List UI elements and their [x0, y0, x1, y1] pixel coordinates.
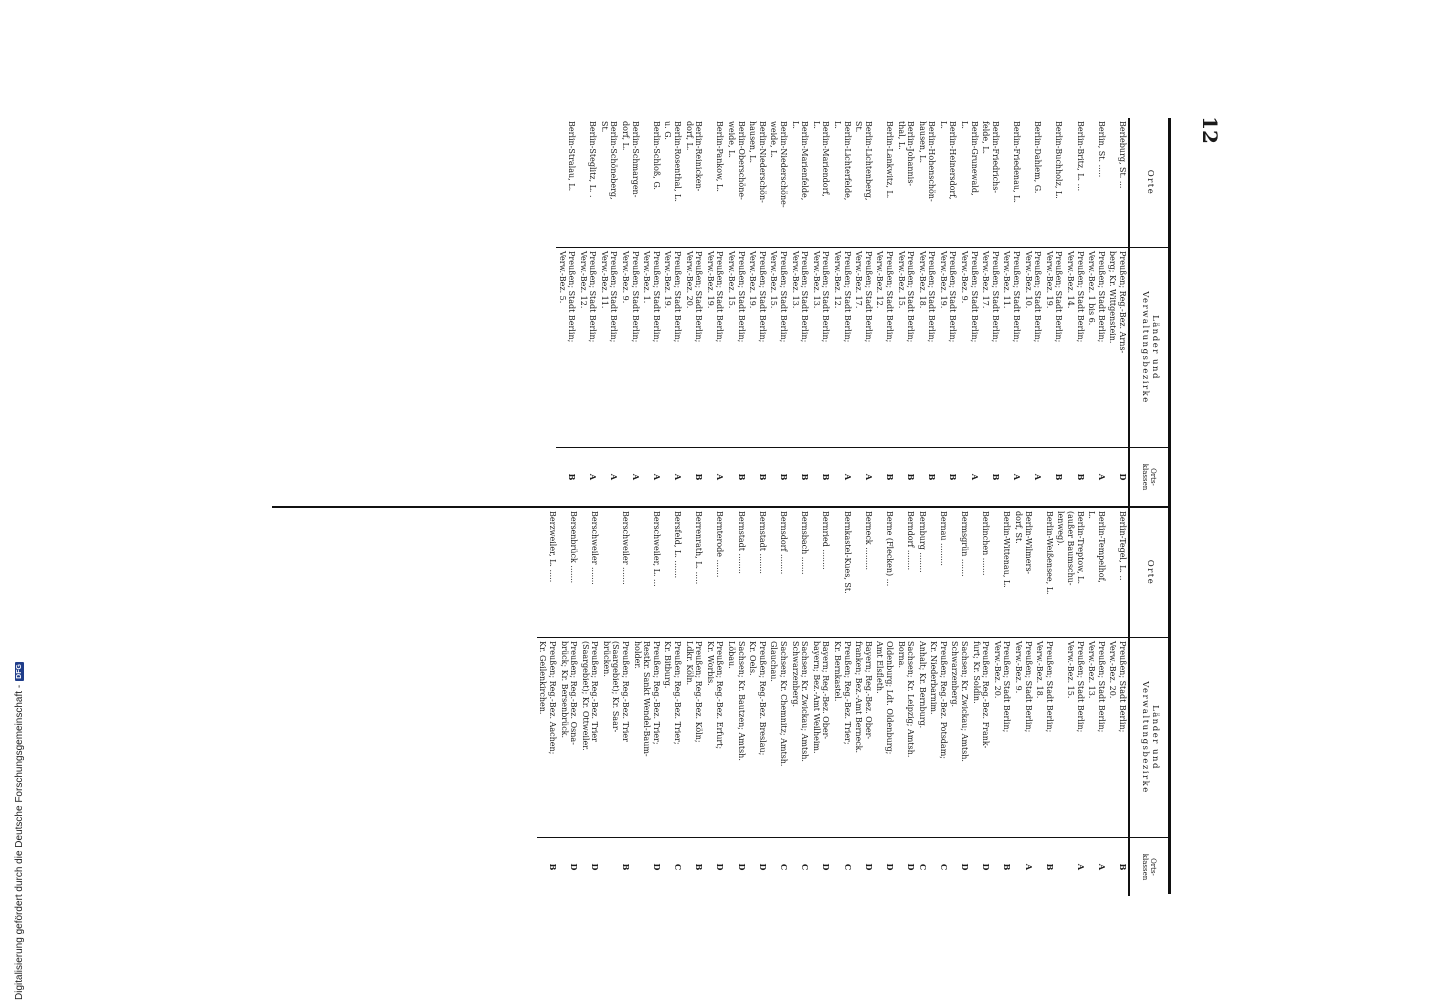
table-row: [789, 508, 810, 896]
table-row: [768, 508, 789, 896]
place-name: Berlin-Tempelhof, L.: [1086, 508, 1107, 638]
admin-district: Preußen; Stadt Berlin; Verw.-Bez. 20.: [683, 248, 704, 448]
locality-class: B: [800, 473, 811, 481]
table-row: [831, 508, 852, 896]
locality-class: C: [938, 863, 949, 871]
table-row: [1001, 118, 1022, 506]
locality-class: D: [906, 863, 917, 871]
locality-class: A: [651, 473, 662, 481]
place-name: Berlin-Oberschöne- weide, L.: [725, 118, 746, 248]
table-row: [725, 508, 746, 896]
place-name: Berlin-Lankwitz, L.: [874, 118, 895, 248]
locality-class: B: [621, 863, 632, 871]
locality-class: D: [1118, 473, 1128, 481]
place-name: Berlin-Britz, L. ...: [1064, 118, 1085, 248]
right-rows: [272, 508, 1128, 896]
table-row: [598, 118, 619, 506]
place-name: Bernstadt ........: [725, 508, 746, 638]
admin-district: Preußen; Stadt Berlin; Verw.-Bez. 19.: [937, 248, 958, 448]
locality-class: A: [609, 473, 620, 481]
admin-district: Sachsen; Kr. Zwickau; Amtsh. Schwarzenberg.: [949, 638, 970, 838]
locality-class: B: [1118, 863, 1128, 871]
locality-class: A: [1096, 473, 1107, 481]
locality-class: B: [1054, 473, 1065, 481]
place-name: Berlin-Reinicken- dorf, L.: [683, 118, 704, 248]
place-name: Berndorf ........: [895, 508, 916, 638]
locality-class: B: [927, 473, 938, 481]
locality-class: A: [1023, 863, 1034, 871]
table-row: [704, 508, 725, 896]
table-row: [980, 118, 1001, 506]
table-row: [937, 118, 958, 506]
admin-district: Preußen; Stadt Berlin; Verw.-Bez. 19.: [747, 248, 768, 448]
locality-class: B: [567, 473, 578, 481]
table-row: [600, 508, 631, 896]
table-row: [853, 508, 874, 896]
table-row: [662, 118, 683, 506]
table-row: [1107, 508, 1128, 896]
locality-class: D: [981, 863, 992, 871]
admin-district: Preußen; Stadt Berlin; Verw.-Bez. 20.: [1107, 638, 1128, 838]
locality-class: B: [779, 473, 789, 481]
left-rows: [272, 118, 1128, 506]
locality-class: D: [863, 863, 874, 871]
header-orte: Orte: [1130, 508, 1168, 638]
admin-district: Preußen; Stadt Berlin; Verw.-Bez. 18.: [916, 248, 937, 448]
locality-class: B: [694, 863, 705, 871]
table-row: [1012, 508, 1033, 896]
admin-district: Preußen; Stadt Berlin; Verw.-Bez. 15.: [895, 248, 916, 448]
admin-district: Sachsen; Kr. Leipzig; Amtsh. Borna.: [895, 638, 916, 838]
admin-district: Preußen; Reg.-Bez. Trier; Restkr. Sankt Wendel-Baum- holder.: [631, 638, 662, 838]
table-row: [810, 118, 831, 506]
locality-class: D: [651, 863, 662, 871]
table-row: [1055, 508, 1086, 896]
table-row: [558, 508, 579, 896]
locality-class: C: [673, 863, 684, 871]
table-row: [916, 118, 937, 506]
locality-class: B: [906, 473, 917, 481]
table-row: [620, 118, 641, 506]
admin-district: Sachsen; Kr. Bautzen; Amtsh. Löbau.: [725, 638, 746, 838]
admin-district: Preußen; Stadt Berlin; Verw.-Bez. 9.: [959, 248, 980, 448]
admin-district: Preußen; Stadt Berlin; Verw.-Bez. 15.: [1055, 638, 1086, 838]
place-name: Bernkastel-Kues, St.: [831, 508, 852, 638]
header-laender: Länder und Verwaltungsbezirke: [1130, 638, 1168, 838]
admin-district: Preußen; Stadt Berlin; Verw.-Bez. 14.: [1064, 248, 1085, 448]
locality-class: B: [1075, 473, 1086, 481]
place-name: Berlin-Dahlem, G.: [1022, 118, 1043, 248]
table-header: [1128, 118, 1168, 506]
place-name: Berlin-Weißensee, L.: [1034, 508, 1055, 638]
admin-district: Preußen; Stadt Berlin; Verw.-Bez. 19.: [1043, 248, 1064, 448]
place-name: Berschweiler .......: [579, 508, 600, 638]
table-row: [895, 508, 916, 896]
admin-district: Preußen; Reg.-Bez. Arns- berg; Kr. Wittgenstein.: [1107, 248, 1128, 448]
header-klassen: Orts- klassen: [1141, 853, 1158, 881]
table-row: [631, 508, 662, 896]
table-row: [970, 508, 991, 896]
admin-district: Preußen; Stadt Berlin; Verw.-Bez. 1 bis 6.: [1086, 248, 1107, 448]
admin-district: Preußen; Stadt Berlin; Verw.-Bez. 17.: [980, 248, 1001, 448]
table-row: [959, 118, 980, 506]
table-row: [577, 118, 598, 506]
table-row: [1064, 118, 1085, 506]
place-name: Berlin-Wilmers- dorf, St.: [1012, 508, 1033, 638]
locality-class: D: [884, 863, 895, 871]
locality-class: D: [715, 863, 726, 871]
locality-class: D: [590, 863, 601, 871]
place-name: Berlin-Treptow, L. (außer Baumschu- lenweg).: [1055, 508, 1086, 638]
locality-class: A: [969, 473, 980, 481]
locality-class: A: [842, 473, 853, 481]
locality-class: A: [1096, 863, 1107, 871]
locality-class: D: [736, 863, 747, 871]
place-name: Bernsdorf ........: [768, 508, 789, 638]
table-row: [537, 508, 558, 896]
place-name: Berlinchen .......: [970, 508, 991, 638]
table-row: [1107, 118, 1128, 506]
place-name: Bernterode .......: [704, 508, 725, 638]
admin-district: Preußen; Reg.-Bez. Trier; Kr. Bernkastel.: [831, 638, 852, 838]
locality-class: C: [800, 863, 811, 871]
table-row: [683, 118, 704, 506]
admin-district: Bayern; Reg.-Bez. Ober- franken; Bez.-Amt Berneck.: [853, 638, 874, 838]
table-row: [641, 118, 662, 506]
table-row: [556, 118, 577, 506]
table-row: [916, 508, 928, 896]
place-name: Berlin-Hohenschön- hausen, L.: [916, 118, 937, 248]
place-name: Berrenrath, L. .....: [683, 508, 704, 638]
table-row: [683, 508, 704, 896]
locality-class: A: [1033, 473, 1044, 481]
locality-class: A: [1075, 863, 1086, 871]
place-name: Berlin-Schöneberg, St.: [598, 118, 619, 248]
admin-district: Preußen; Stadt Berlin; Verw.-Bez. 13.: [810, 248, 831, 448]
place-name: Berlin-Stralau, L.: [556, 118, 577, 248]
rotated-page: [275, 118, 1171, 894]
place-name: Berlin-Rosenthal, L. u. G.: [662, 118, 683, 248]
place-name: Berlin-Marienfelde, L.: [789, 118, 810, 248]
locality-class: B: [736, 473, 747, 481]
locality-class: B: [1044, 863, 1055, 871]
table-row: [1043, 118, 1064, 506]
table-row: [579, 508, 600, 896]
table-row: [831, 118, 852, 506]
place-name: Berlin-Tegel, L. ..: [1107, 508, 1128, 638]
place-name: Berlin-Niederschöne- weide, L.: [768, 118, 789, 248]
locality-class: C: [779, 863, 789, 871]
table-row: [1086, 508, 1107, 896]
admin-district: Bayern; Reg.-Bez. Ober- bayern; Bez.-Amt Weilheim.: [810, 638, 831, 838]
page-number: 12: [1197, 116, 1222, 144]
admin-district: Preußen; Stadt Berlin; Verw.-Bez. 11.: [598, 248, 619, 448]
place-name: Berlin-Mariendorf, L.: [810, 118, 831, 248]
admin-district: Anhalt; Kr. Bernburg.: [916, 638, 928, 838]
place-name: Berlin-Grunewald, L.: [959, 118, 980, 248]
admin-district: Preußen; Reg.-Bez. Osna- brück; Kr. Bersenbrück.: [558, 638, 579, 838]
table-row: [991, 508, 1012, 896]
place-name: Bermsgrün .......: [949, 508, 970, 638]
admin-district: Preußen; Stadt Berlin; Verw.-Bez. 17.: [853, 248, 874, 448]
header-laender: Länder und Verwaltungsbezirke: [1130, 248, 1168, 448]
admin-district: Sachsen; Kr. Chemnitz; Amtsh. Glauchau.: [768, 638, 789, 838]
admin-district: Preußen; Stadt Berlin; Verw.-Bez. 12.: [874, 248, 895, 448]
admin-district: Preußen; Stadt Berlin; Verw.-Bez. 19.: [704, 248, 725, 448]
admin-district: Preußen; Stadt Berlin; Verw.-Bez. 13.: [1086, 638, 1107, 838]
table-row: [1022, 118, 1043, 506]
locality-class: D: [821, 863, 832, 871]
place-name: Berlin-Steglitz, L. .: [577, 118, 598, 248]
admin-district: Preußen; Stadt Berlin; Verw.-Bez. 13.: [789, 248, 810, 448]
admin-district: Preußen; Reg.-Bez. Köln; Ldkr. Köln.: [683, 638, 704, 838]
place-name: Berschweiler .......: [600, 508, 631, 638]
place-name: Berlin-Schloß, G.: [641, 118, 662, 248]
locality-class: B: [757, 473, 768, 481]
locality-class: C: [917, 863, 928, 871]
place-name: Berlin-Wittenau, L.: [991, 508, 1012, 638]
locality-class: A: [673, 473, 684, 481]
table-row: [704, 118, 725, 506]
place-name: Bernburg ........: [916, 508, 928, 638]
table-header: [1128, 508, 1168, 896]
place-name: Berlin-Friedrichs- felde, L.: [980, 118, 1001, 248]
place-name: Berschweiler, L. ...: [631, 508, 662, 638]
left-table: [272, 118, 1168, 506]
place-name: Berlin-Niederschön- hausen, L.: [747, 118, 768, 248]
locality-class: A: [863, 473, 874, 481]
table-row: [747, 508, 768, 896]
place-name: Berlin-Buchholz, L.: [1043, 118, 1064, 248]
admin-district: Preußen; Stadt Berlin; Verw.-Bez. 9.: [620, 248, 641, 448]
admin-district: Oldenburg; Ldt. Oldenburg; Amt Elsfleth.: [874, 638, 895, 838]
place-name: Berlin-Johannis- thal, L.: [895, 118, 916, 248]
place-name: Berleburg, St. ...: [1107, 118, 1128, 248]
locality-class: A: [630, 473, 641, 481]
admin-district: Preußen; Stadt Berlin; Verw.-Bez. 18.: [1034, 638, 1055, 838]
table-row: [789, 118, 810, 506]
locality-class: D: [960, 863, 971, 871]
table-row: [928, 508, 949, 896]
admin-district: Preußen; Reg.-Bez. Trier (Saargebiet); Kr. Ottweiler.: [579, 638, 600, 838]
table-row: [1086, 118, 1107, 506]
table-row: [895, 118, 916, 506]
admin-district: Preußen; Stadt Berlin; Verw.-Bez. 9.: [1012, 638, 1033, 838]
locality-class: B: [694, 473, 705, 481]
admin-district: Preußen; Reg.-Bez. Frank- furt; Kr. Soldin.: [970, 638, 991, 838]
place-name: Berneck .........: [853, 508, 874, 638]
table-row: [810, 508, 831, 896]
place-name: Berlin, St. .....: [1086, 118, 1107, 248]
table-page: [272, 118, 1171, 894]
locality-class: D: [569, 863, 580, 871]
right-table: [272, 506, 1168, 896]
locality-class: B: [821, 473, 832, 481]
admin-district: Sachsen; Kr. Zwickau; Amtsh. Schwarzenberg.: [789, 638, 810, 838]
digitization-footer: [14, 580, 25, 1000]
table-row: [874, 118, 895, 506]
table-row: [949, 508, 970, 896]
place-name: Berne (Flecken) ...: [874, 508, 895, 638]
locality-class: A: [1012, 473, 1023, 481]
admin-district: Preußen; Stadt Berlin; Verw.-Bez. 12.: [831, 248, 852, 448]
locality-class: B: [884, 473, 895, 481]
place-name: Bersenbrück .......: [558, 508, 579, 638]
locality-class: B: [990, 473, 1001, 481]
table-row: [853, 118, 874, 506]
admin-district: Preußen; Stadt Berlin; Verw.-Bez. 12.: [577, 248, 598, 448]
admin-district: Preußen; Stadt Berlin; Verw.-Bez. 15.: [768, 248, 789, 448]
place-name: Berlin-Schmargen- dorf, L.: [620, 118, 641, 248]
place-name: Berlin-Pankow, L.: [704, 118, 725, 248]
place-name: Bersfeld, L. .......: [662, 508, 683, 638]
place-name: Bernsbach .......: [789, 508, 810, 638]
place-name: Berlin-Lichterfelde, L.: [831, 118, 852, 248]
admin-district: Preußen; Stadt Berlin; Verw.-Bez. 15.: [725, 248, 746, 448]
locality-class: A: [715, 473, 726, 481]
place-name: Berlin-Friedenau, L.: [1001, 118, 1022, 248]
place-name: Berlin-Heinersdorf, L.: [937, 118, 958, 248]
admin-district: Preußen; Stadt Berlin; Verw.-Bez. 11.: [1001, 248, 1022, 448]
admin-district: Preußen; Stadt Berlin; Verw.-Bez. 10.: [1022, 248, 1043, 448]
admin-district: Preußen; Stadt Berlin; Verw.-Bez. 5.: [556, 248, 577, 448]
locality-class: A: [588, 473, 599, 481]
admin-district: Preußen; Stadt Berlin; Verw.-Bez. 1.: [641, 248, 662, 448]
table-row: [747, 118, 768, 506]
place-name: Bernau .........: [928, 508, 949, 638]
locality-class: B: [948, 473, 959, 481]
locality-class: B: [1002, 863, 1013, 871]
table-row: [725, 118, 746, 506]
admin-district: Preußen; Reg.-Bez. Potsdam; Kr. Niederbarnim.: [928, 638, 949, 838]
admin-district: Preußen; Reg.-Bez. Aachen; Kr. Geilenkirchen.: [537, 638, 558, 838]
place-name: Bernstadt ........: [747, 508, 768, 638]
locality-class: B: [547, 863, 558, 871]
table-row: [1034, 508, 1055, 896]
table-row: [768, 118, 789, 506]
place-name: Berzweiler, L. .....: [537, 508, 558, 638]
footer-text: Digitalisierung gefördert durch die Deutsche Forschungsgemeinschaft -: [14, 684, 25, 1000]
header-klassen: Orts- klassen: [1141, 463, 1158, 491]
table-row: [874, 508, 895, 896]
dfg-logo: DFG: [16, 664, 23, 679]
admin-district: Preußen; Reg.-Bez. Breslau; Kr. Oels.: [747, 638, 768, 838]
admin-district: Preußen; Reg.-Bez. Trier (Saargebiet); Kr. Saar- brücken.: [600, 638, 631, 838]
place-name: Bernried ........: [810, 508, 831, 638]
place-name: Berlin-Lichtenberg, St.: [853, 118, 874, 248]
admin-district: Preußen; Stadt Berlin; Verw.-Bez. 19.: [662, 248, 683, 448]
header-orte: Orte: [1130, 118, 1168, 248]
locality-class: C: [842, 863, 853, 871]
admin-district: Preußen; Reg.-Bez. Erfurt; Kr. Worbis.: [704, 638, 725, 838]
admin-district: Preußen; Reg.-Bez. Trier; Kr. Bitburg.: [662, 638, 683, 838]
locality-class: D: [757, 863, 768, 871]
table-row: [662, 508, 683, 896]
admin-district: Preußen; Stadt Berlin; Verw.-Bez. 20.: [991, 638, 1012, 838]
